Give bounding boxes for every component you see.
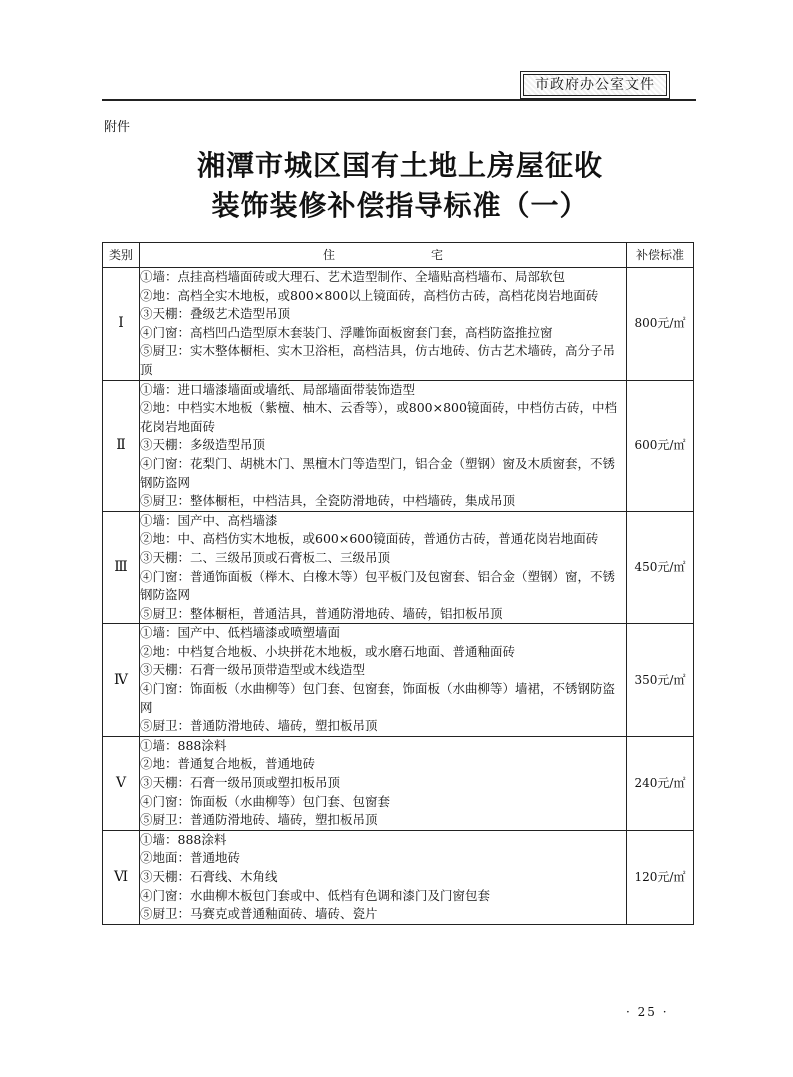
decoration-items-cell xyxy=(140,380,627,511)
compensation-cell: 240元/㎡ xyxy=(627,736,694,830)
decoration-item: ⑤厨卫：普通防滑地砖、墙砖，塑扣板吊顶 xyxy=(140,718,378,734)
decoration-item: ④门窗：花梨门、胡桃木门、黑檀木门等造型门，铝合金（塑钢）窗及木质窗套，不锈钢防盗网 xyxy=(140,455,616,490)
decoration-item: ②地：中档复合地板、小块拼花木地板，或水磨石地面、普通釉面砖 xyxy=(140,643,516,659)
title-line-2: 装饰装修补偿指导标准（一） xyxy=(211,189,589,222)
attachment-label: 附件 xyxy=(104,120,131,135)
table-row xyxy=(103,736,694,830)
decoration-item: ⑤厨卫：实木整体橱柜、实木卫浴柜，高档洁具，仿古地砖、仿古艺术墙砖，高分子吊顶 xyxy=(140,343,616,377)
header-category: 类别 xyxy=(103,243,140,268)
decoration-item: ③天棚：石膏线、木角线 xyxy=(140,869,278,884)
header-divider xyxy=(102,99,696,101)
decoration-items-cell xyxy=(140,511,627,624)
decoration-item: ①墙：888涂料 xyxy=(140,831,227,847)
table-row xyxy=(103,268,694,381)
decoration-items-cell xyxy=(140,624,627,737)
compensation-cell: 600元/㎡ xyxy=(627,380,694,511)
decoration-item: ④门窗：水曲柳木板包门套或中、低档有色调和漆门及门窗包套 xyxy=(140,887,491,903)
decoration-items-cell xyxy=(140,268,627,381)
category-cell: Ⅴ xyxy=(103,736,140,830)
document-type-label: 市政府办公室文件 xyxy=(523,74,667,96)
decoration-item: ②地：高档全实木地板，或800×800以上镜面砖，高档仿古砖，高档花岗岩地面砖 xyxy=(140,287,599,303)
table-row xyxy=(103,624,694,737)
decoration-item: ⑤厨卫：整体橱柜，中档洁具，全瓷防滑地砖，中档墙砖，集成吊顶 xyxy=(140,493,516,509)
decoration-item: ①墙：进口墙漆墙面或墙纸、局部墙面带装饰造型 xyxy=(140,381,416,397)
decoration-item: ③天棚：石膏一级吊顶带造型或木线造型 xyxy=(140,662,366,678)
decoration-item: ③天棚：石膏一级吊顶或塑扣板吊顶 xyxy=(140,775,341,791)
category-cell: Ⅵ xyxy=(103,830,140,924)
compensation-standard-table xyxy=(102,242,694,925)
compensation-cell: 800元/㎡ xyxy=(627,268,694,381)
table-row xyxy=(103,380,694,511)
table-body xyxy=(103,268,694,925)
decoration-item: ④门窗：饰面板（水曲柳等）包门套、包窗套 xyxy=(140,793,391,809)
category-cell: Ⅱ xyxy=(103,380,140,511)
table-row xyxy=(103,830,694,924)
header-residence: 住 宅 xyxy=(140,243,627,268)
decoration-item: ②地：普通复合地板，普通地砖 xyxy=(140,756,316,772)
decoration-item: ③天棚：二、三级吊顶或石膏板二、三级吊顶 xyxy=(140,549,391,565)
decoration-item: ①墙：国产中、高档墙漆 xyxy=(140,512,278,528)
compensation-cell: 350元/㎡ xyxy=(627,624,694,737)
decoration-item: ①墙：国产中、低档墙漆或喷塑墙面 xyxy=(140,625,341,641)
decoration-item: ①墙：888涂料 xyxy=(140,737,227,753)
decoration-item: ③天棚：叠级艺术造型吊顶 xyxy=(140,306,291,322)
page-number: · 25 · xyxy=(626,1005,669,1019)
decoration-item: ④门窗：饰面板（水曲柳等）包门套、包窗套，饰面板（水曲柳等）墙裙，不锈钢防盗网 xyxy=(140,681,616,715)
compensation-cell: 120元/㎡ xyxy=(627,830,694,924)
table-row xyxy=(103,511,694,624)
decoration-item: ②地面：普通地砖 xyxy=(140,850,241,866)
table-header-row xyxy=(103,243,694,268)
decoration-item: ④门窗：普通饰面板（榉木、白橡木等）包平板门及包窗套、铝合金（塑钢）窗，不锈钢防盗网 xyxy=(140,568,616,603)
title-line-1: 湘潭市城区国有土地上房屋征收 xyxy=(196,149,603,182)
decoration-item: ①墙：点挂高档墙面砖或大理石、艺术造型制作、全墙贴高档墙布、局部软包 xyxy=(140,269,566,284)
category-cell: Ⅳ xyxy=(103,624,140,737)
decoration-item: ②地：中档实木地板（紫檀、柚木、云香等），或800×800镜面砖，中档仿古砖，中档花岗岩地面砖 xyxy=(140,400,617,434)
decoration-item: ⑤厨卫：整体橱柜，普通洁具，普通防滑地砖、墙砖，铝扣板吊顶 xyxy=(140,605,503,621)
decoration-item: ②地：中、高档仿实木地板，或600×600镜面砖，普通仿古砖，普通花岗岩地面砖 xyxy=(140,531,599,547)
category-cell: Ⅲ xyxy=(103,511,140,624)
header-compensation: 补偿标准 xyxy=(627,243,694,268)
decoration-item: ⑤厨卫：普通防滑地砖、墙砖，塑扣板吊顶 xyxy=(140,812,378,828)
decoration-item: ⑤厨卫：马赛克或普通釉面砖、墙砖、瓷片 xyxy=(140,906,378,922)
decoration-item: ③天棚：多级造型吊顶 xyxy=(140,437,266,453)
compensation-cell: 450元/㎡ xyxy=(627,511,694,624)
document-title xyxy=(100,146,700,226)
decoration-items-cell xyxy=(140,736,627,830)
category-cell: Ⅰ xyxy=(103,268,140,381)
decoration-item: ④门窗：高档凹凸造型原木套装门、浮雕饰面板窗套门套，高档防盗推拉窗 xyxy=(140,324,553,340)
decoration-items-cell xyxy=(140,830,627,924)
